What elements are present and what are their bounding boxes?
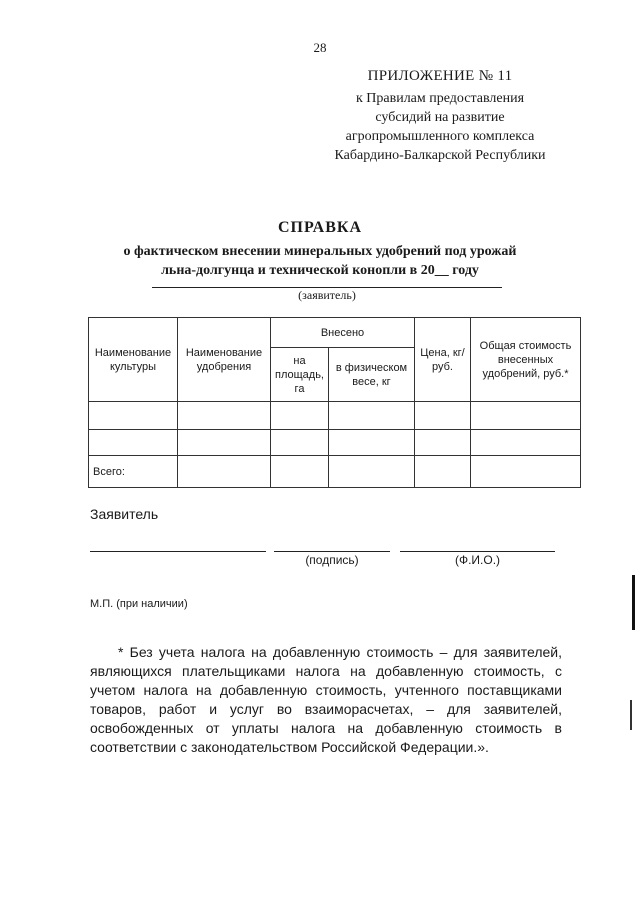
appendix-title: ПРИЛОЖЕНИЕ № 11 bbox=[367, 68, 513, 84]
appendix-line: агропромышленного комплекса bbox=[345, 129, 535, 144]
header-weight: в физическом весе, кг bbox=[329, 348, 415, 402]
table-total-row bbox=[89, 456, 581, 488]
header-total-cost: Общая стоимость внесенных удобрений, руб.* bbox=[471, 318, 581, 402]
table-cell bbox=[329, 402, 415, 430]
page-number: 28 bbox=[313, 40, 327, 55]
total-label: Всего: bbox=[89, 456, 178, 488]
appendix-line: субсидий на развитие bbox=[375, 110, 505, 125]
appendix-block bbox=[320, 68, 560, 165]
applicant-label: Заявитель bbox=[90, 506, 159, 522]
table-cell bbox=[415, 402, 471, 430]
header-price: Цена, кг/руб. bbox=[415, 318, 471, 402]
table-cell bbox=[178, 430, 271, 456]
scan-artifact bbox=[632, 575, 635, 630]
table-cell bbox=[271, 456, 329, 488]
table-cell bbox=[178, 402, 271, 430]
document-subtitle bbox=[80, 242, 560, 280]
header-applied: Внесено bbox=[271, 318, 415, 348]
footnote-text: * Без учета налога на добавленную стоимость – для заявителей, являющихся плательщиками налога на добавленную стоимость, с учетом налога на добавленную стоимость, учтенного поставщиками товаров, работ и услуг во взаиморасчетах, – для заявителей, освобожденных от уплаты налога на добавленную стоимость в соответствии с законодательством Российской Федерации.». bbox=[90, 644, 562, 755]
fertilizer-table bbox=[88, 317, 581, 488]
table-cell bbox=[471, 456, 581, 488]
subtitle-line: льна-долгунца и технической конопли в 20__ году bbox=[161, 263, 479, 278]
signature-caption: (подпись) bbox=[305, 553, 359, 567]
table-cell bbox=[415, 456, 471, 488]
table-cell bbox=[329, 456, 415, 488]
table-cell bbox=[471, 402, 581, 430]
name-line bbox=[400, 551, 555, 552]
position-line bbox=[90, 551, 266, 552]
table-cell bbox=[415, 430, 471, 456]
appendix-line: Кабардино-Балкарской Республики bbox=[334, 148, 546, 163]
name-caption: (Ф.И.О.) bbox=[454, 553, 501, 567]
scan-artifact bbox=[630, 700, 632, 730]
applicant-caption: (заявитель) bbox=[298, 288, 356, 302]
subtitle-line: о фактическом внесении минеральных удобрений под урожай bbox=[123, 244, 517, 259]
table-row bbox=[89, 402, 581, 430]
header-crop-name: Наименование культуры bbox=[89, 318, 178, 402]
header-fertilizer-name: Наименование удобрения bbox=[178, 318, 271, 402]
document-title: СПРАВКА bbox=[277, 219, 363, 236]
table-cell bbox=[271, 430, 329, 456]
table-cell bbox=[89, 430, 178, 456]
stamp-note: М.П. (при наличии) bbox=[90, 598, 188, 610]
appendix-line: к Правилам предоставления bbox=[355, 91, 525, 106]
table-cell bbox=[329, 430, 415, 456]
table-cell bbox=[471, 430, 581, 456]
table-row bbox=[89, 430, 581, 456]
footnote bbox=[90, 643, 562, 757]
table-cell bbox=[178, 456, 271, 488]
table-cell bbox=[89, 402, 178, 430]
signature-line bbox=[274, 551, 390, 552]
header-area: на площадь, га bbox=[271, 348, 329, 402]
table-cell bbox=[271, 402, 329, 430]
